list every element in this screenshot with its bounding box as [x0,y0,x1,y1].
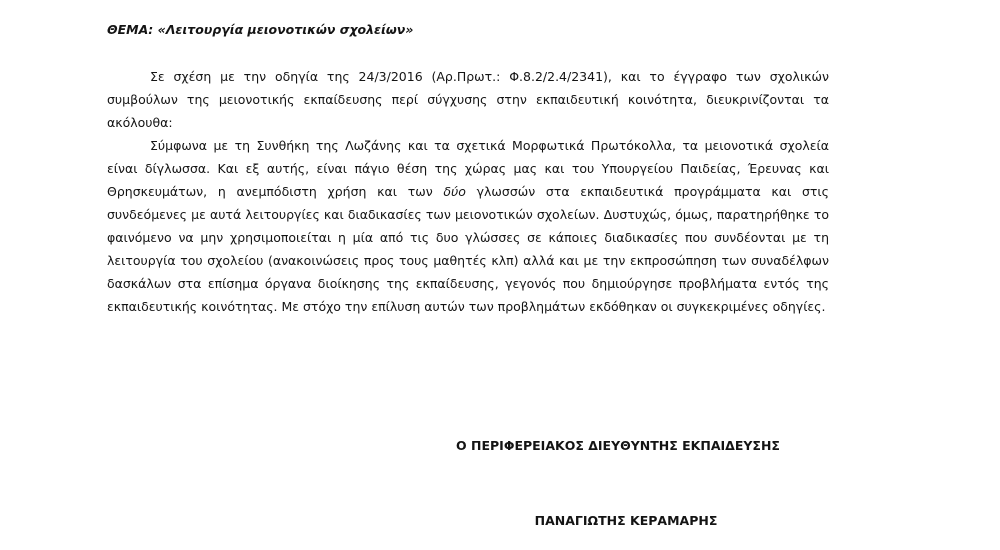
paragraph-clarification-text-end: γλωσσών στα εκπαιδευτικά προγράμματα και στις συνδεόμενες με αυτά λειτουργίες και διαδικασίες των μειονοτικών σχολείων. Δυστυχώς, όμως, παρατηρήθηκε το φαινόμενο να μην χρησιμοποιείται η μία από τις δυο γλώσσες σε κάποιες διαδικασίες που συνδέονται με τη λειτουργία του σχολείου (ανακοινώσεις προς τους μαθητές κλπ) αλλά και με την εκπροσώπηση των συναδέλφων δασκάλων στα επίσημα όργανα διοίκησης της εκπαίδευσης, γεγονός που δημιούργησε προβλήματα εντός της εκπαιδευτικής κοινότητας. Με στόχο την επίλυση αυτών των προβλημάτων εκδόθηκαν οι συγκεκριμένες οδηγίες. [107,184,829,314]
paragraph-reference: Σε σχέση με την οδηγία της 24/3/2016 (Αρ.Πρωτ.: Φ.8.2/2.4/2341), και το έγγραφο των σχολικών συμβούλων της μειονοτικής εκπαίδευσης περί σύγχυσης στην εκπαιδευτική κοινότητα, διευκρινίζονται τα ακόλουθα: [107,69,829,130]
paragraph-clarification-text-start: Σύμφωνα με τη Συνθήκη της Λωζάνης και τα σχετικά Μορφωτικά Πρωτόκολλα, τα μειονοτικά σχολεία είναι δίγλωσσα. Και εξ αυτής, είναι πάγιο θέση της χώρας μας και του Υπουργείου Παιδείας, Έρευνας και Θρησκευμάτων, η ανεμπόδιστη χρήση και των [107,138,829,199]
paragraph-clarification [107,134,829,318]
document-subject: ΘΕΜΑ: «Λειτουργία μειονοτικών σχολείων» [107,22,414,37]
signatory-name: ΠΑΝΑΓΙΩΤΗΣ ΚΕΡΑΜΑΡΗΣ [534,513,718,528]
document-body [107,65,829,318]
paragraph-clarification-emphasis: δύο [443,184,466,199]
signatory-title: Ο ΠΕΡΙΦΕΡΕΙΑΚΟΣ ΔΙΕΥΘΥΝΤΗΣ ΕΚΠΑΙΔΕΥΣΗΣ [456,438,780,453]
